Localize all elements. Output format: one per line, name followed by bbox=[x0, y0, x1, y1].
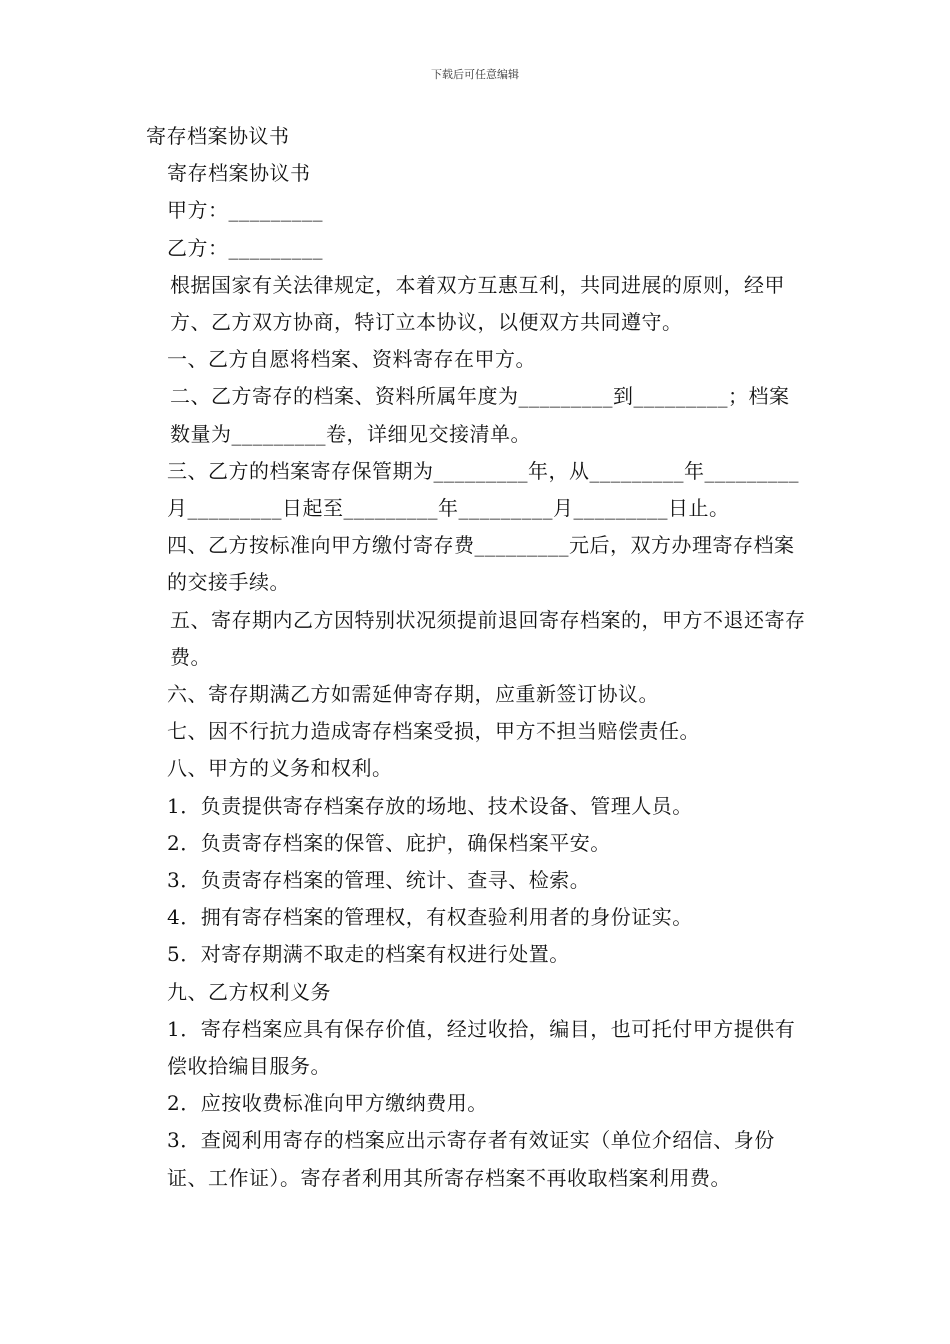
clause-7: 七、因不行抗力造成寄存档案受损，甲方不担当赔偿责任。 bbox=[167, 719, 700, 744]
document-body bbox=[146, 118, 808, 1197]
document-subtitle: 寄存档案协议书 bbox=[167, 161, 311, 186]
clause-8-item: 3．负责寄存档案的管理、统计、查寻、检索。 bbox=[167, 868, 591, 893]
clause-4: 四、乙方按标准向甲方缴付寄存费_________元后，双方办理寄存档案的交接手续。 bbox=[167, 533, 795, 595]
preamble-paragraph: 根据国家有关法律规定，本着双方互惠互利，共同进展的原则，经甲方、乙方双方协商，特订立本协议，以便双方共同遵守。 bbox=[170, 272, 785, 335]
page-header: 下载后可任意编辑 bbox=[431, 68, 519, 81]
party-b-line: 乙方：_________ bbox=[167, 235, 323, 260]
clause-6: 六、寄存期满乙方如需延伸寄存期，应重新签订协议。 bbox=[167, 682, 659, 707]
clause-8-item: 2．负责寄存档案的保管、庇护，确保档案平安。 bbox=[167, 830, 611, 855]
clause-8-item: 5．对寄存期满不取走的档案有权进行处置。 bbox=[167, 942, 570, 967]
party-a-line: 甲方：_________ bbox=[167, 198, 323, 223]
clause-8-heading: 八、甲方的义务和权利。 bbox=[167, 756, 393, 781]
clause-9-item: 2．应按收费标准向甲方缴纳费用。 bbox=[167, 1091, 488, 1116]
clause-1: 一、乙方自愿将档案、资料寄存在甲方。 bbox=[167, 347, 536, 372]
clause-9-item: 3．查阅利用寄存的档案应出示寄存者有效证实（单位介绍信、身份证、工作证）。寄存者利用其所寄存档案不再收取档案利用费。 bbox=[167, 1128, 775, 1190]
clause-8-item: 4．拥有寄存档案的管理权，有权查验利用者的身份证实。 bbox=[167, 905, 693, 930]
clause-3: 三、乙方的档案寄存保管期为_________年，从_________年_________月_________日起至_________年_________月_________日止。 bbox=[167, 458, 799, 521]
clause-9-item: 1．寄存档案应具有保存价值，经过收拾，编目，也可托付甲方提供有偿收拾编目服务。 bbox=[167, 1016, 796, 1079]
document-title: 寄存档案协议书 bbox=[146, 124, 290, 148]
clause-5: 五、寄存期内乙方因特别状况须提前退回寄存档案的，甲方不退还寄存费。 bbox=[170, 607, 806, 669]
clause-2: 二、乙方寄存的档案、资料所属年度为_________到_________；档案数量为_________卷，详细见交接清单。 bbox=[170, 384, 790, 446]
clause-8-item: 1．负责提供寄存档案存放的场地、技术设备、管理人员。 bbox=[167, 793, 693, 818]
clause-9-heading: 九、乙方权利义务 bbox=[167, 979, 331, 1004]
